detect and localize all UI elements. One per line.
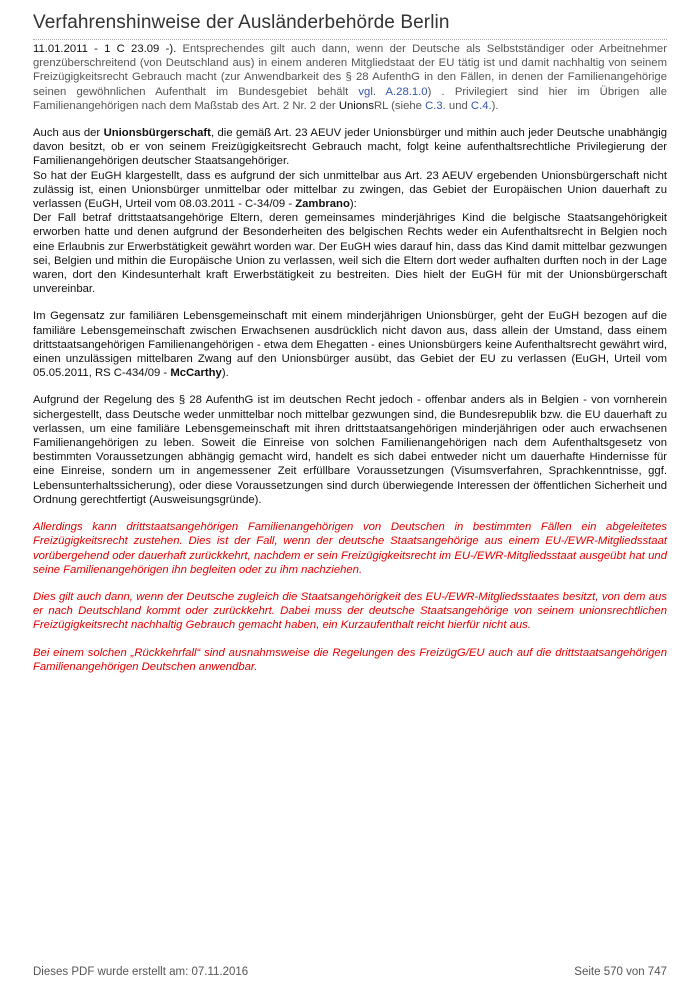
- p3-bold-mccarthy: McCarthy: [170, 367, 222, 380]
- paragraph-1-text-5: ).: [491, 99, 499, 112]
- link-c3[interactable]: C.3.: [425, 99, 446, 112]
- paragraph-1-text-4: und: [445, 99, 471, 112]
- footer-created-date: Dieses PDF wurde erstellt am: 07.11.2016: [33, 966, 249, 978]
- paragraph-1-text: Entsprechendes gilt auch dann, wenn der Deutsche als Selbstständiger oder Arbeitnehmer grenzüberschreitend (von Deutschland aus) in einem anderen Mitgliedstaat der EU tätig ist und damit nachhaltig von seinem Freizügigkeitsrecht Gebrauch macht (zur Anwendbarkeit des § 28 AufenthG in den Fällen, in denen der Familienangehörige seinen gewöhnlichen Aufenthalt im Bundesgebiet behält: [33, 43, 667, 98]
- p2-text-3: So hat der EuGH klargestellt, dass es aufgrund der sich unmittelbar aus Art. 23 AEUV ergebenden Unionsbürgerschaft nicht zulässig ist, einen Unionsbürger unmittelbar oder mittelbar zu zwingen, das Gebiet der Europäischen Union dauerhaft zu verlassen (EuGH, Urteil vom 08.03.2011 - C-34/09 -: [33, 169, 667, 211]
- red-paragraph-2: Dies gilt auch dann, wenn der Deutsche zugleich die Staatsangehörigkeit des EU-/EWR-Mitgliedsstaates besitzt, von dem aus er nach Deutschland kommt oder zurückkehrt. Dabei muss der deutsche Staatsangehörige von seinem unionsrechtlichen Freizügigkeitsrecht nachhaltig Gebrauch gemacht haben, ein Kurzaufenthalt reicht hierfür nicht aus.: [33, 590, 667, 632]
- page-header: [33, 12, 667, 40]
- paragraph-1: [33, 42, 667, 113]
- paragraph-3: [33, 309, 667, 380]
- link-a28[interactable]: vgl. A.28.1.0: [358, 85, 428, 98]
- paragraph-1-text-3: RL (siehe: [373, 99, 426, 112]
- footer-page-number: Seite 570 von 747: [574, 966, 667, 978]
- p2-bold-unionsbuergerschaft: Unionsbürgerschaft: [103, 127, 211, 140]
- document-body: [33, 42, 667, 687]
- p2-text-4: ):: [349, 198, 357, 211]
- p3-text-1: Im Gegensatz zur familiären Lebensgemeinschaft mit einem minderjährigen Unionsbürger, geht der EuGH bezogen auf die familiäre Lebensgemeinschaft zwischen Erwachsenen ausdrücklich nicht davon aus, dass allein der Umstand, dass einem drittstaatsangehörigen Familienangehörigen - etwa dem Ehegatten - eines Unionsbürgers keine Aufenthaltsrecht gewährt wird, einen unzulässigen mittelbaren Zwang auf den Unionsbürger ausübt, das Gebiet der EU zu verlassen (EuGH, Urteil vom 05.05.2011, RS C-434/09 -: [33, 310, 667, 380]
- p3-text-2: ).: [221, 367, 229, 380]
- p2-text-5: Der Fall betraf drittstaatsangehörige Eltern, deren gemeinsames minderjähriges Kind die belgische Staatsangehörigkeit erworben hatte und denen aufgrund der Besonderheiten des belgischen Rechts weder ein Aufenthaltsrecht in Belgien noch eine Erlaubnis zur Erwerbstätigkeit gewährt worden war. Der EuGH wies darauf hin, dass das Kind damit mittelbar gezwungen sei, Belgien und mithin die Europäische Union zu verlassen, weil sich die Eltern dort weder aufhalten durften noch in der Lage waren, dort den Kindesunterhalt kraft Erwerbstätigkeit zu bestreiten. Dies hielt der EuGH für mit der Unionsbürgerschaft unvereinbar.: [33, 212, 667, 296]
- paragraph-4: Aufgrund der Regelung des § 28 AufenthG ist im deutschen Recht jedoch - offenbar anders als in Belgien - von vornherein sichergestellt, dass Deutsche weder unmittelbar noch mittelbar gezwungen sind, die Bundesrepublik bzw. die EU dauerhaft zu verlassen, um eine familiäre Lebensgemeinschaft mit ihren drittstaatsangehörigen minderjährigen oder auch erwachsenen Familienangehörigen zu leben. Soweit die Einreise von solchen Familienangehörigen nach dem Aufenthaltsgesetz von bestimmten Voraussetzungen abhängig gemacht wird, handelt es sich dabei entweder nicht um dauerhafte Hindernisse für eine Einreise, sondern um in angemessener Zeit erfüllbare Voraussetzungen (Visumsverfahren, Sprachkenntnisse, ggf. Lebensunterhaltssicherung), oder diese Voraussetzungen sind durch überwiegende Interessen der öffentlichen Sicherheit und Ordnung gerechtfertigt (Ausweisungsgründe).: [33, 394, 667, 506]
- link-c4[interactable]: C.4.: [470, 99, 492, 112]
- citation-text: 11.01.2011 - 1 C 23.09 -).: [33, 43, 177, 55]
- red-paragraph-3: Bei einem solchen „Rückkehrfall“ sind ausnahmsweise die Regelungen des FreizügG/EU auch auf die drittstaatsangehörigen Familienangehörigen Deutschen anwendbar.: [33, 646, 667, 673]
- p2-text-2: , die gemäß Art. 23 AEUV jeder Unionsbürger und mithin auch jeder Deutsche unabhängig davon besitzt, ob er von seinem Freizügigkeitsrecht Gebrauch macht, folgt keine aufenthaltsrechtliche Privilegierung der Familienangehörigen deutscher Staatsangehöriger.: [33, 127, 667, 168]
- red-paragraph-1: Allerdings kann drittstaatsangehörigen Familienangehörigen von Deutschen in bestimmten Fällen ein abgeleitetes Freizügigkeitsrecht zustehen. Dies ist der Fall, wenn der deutsche Staatsangehörige aus einem EU-/EWR-Mitgliedsstaat vorübergehend oder dauerhaft zurückkehrt, nachdem er sein Freizügigkeitsrecht im EU-/EWR-Mitgliedsstaat ausgeübt hat und seine Familienangehörigen ihn begleiten oder zu ihm nachziehen.: [33, 521, 667, 576]
- p2-text-1: Auch aus der: [33, 127, 104, 140]
- p2-bold-zambrano: Zambrano: [295, 198, 350, 211]
- paragraph-1-text-2: ) . Privilegiert sind hier im Übrigen alle Familienangehörigen nach dem Maßstab des Art. 2 Nr. 2 der: [33, 85, 667, 112]
- header-divider: [33, 39, 667, 40]
- unions-text: Unions: [338, 99, 374, 112]
- paragraph-2: [33, 126, 667, 296]
- page-title: Verfahrenshinweise der Ausländerbehörde Berlin: [33, 12, 450, 33]
